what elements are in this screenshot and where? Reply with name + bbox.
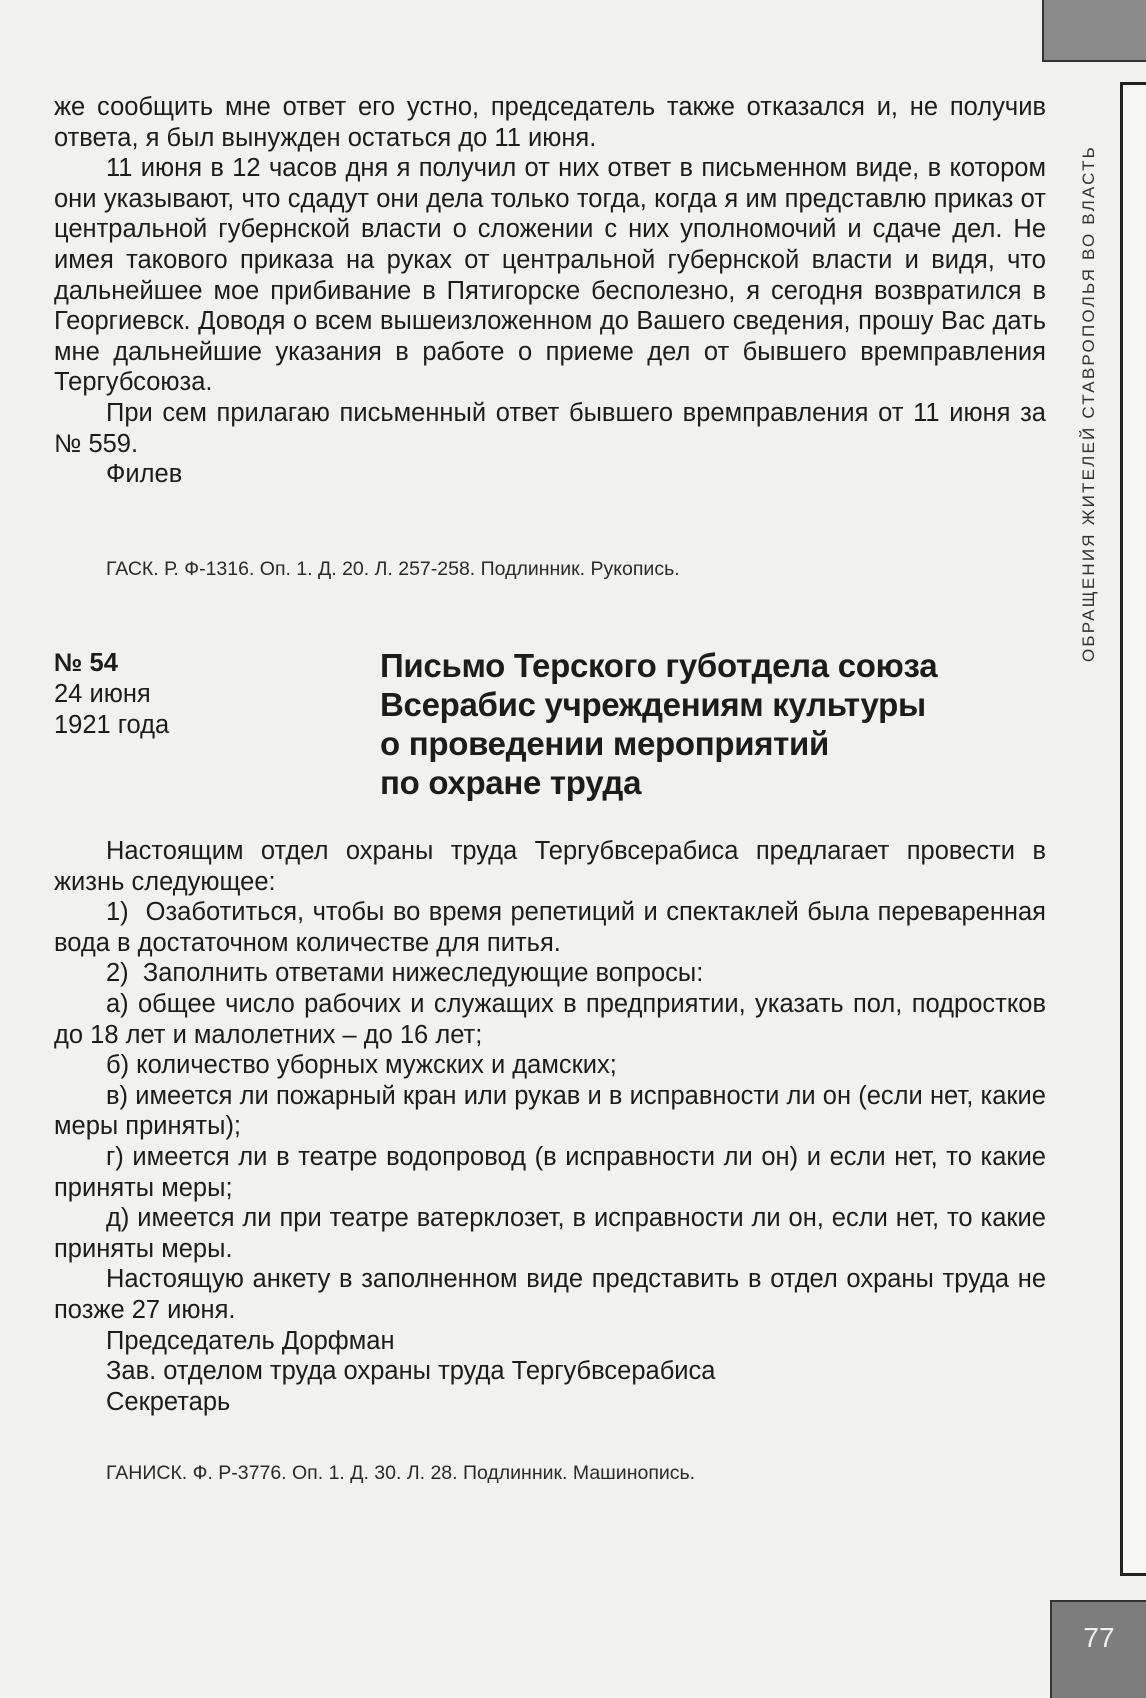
page-number-tab [1050,1600,1146,1698]
doc54-signature-2: Зав. отделом труда охраны труда Тергубвсерабиса [106,1357,716,1386]
doc53-source: ГАСК. Р. Ф-1316. Оп. 1. Д. 20. Л. 257-258. Подлинник. Рукопись. [106,558,680,580]
doc54-source: ГАНИСК. Ф. Р-3776. Оп. 1. Д. 30. Л. 28. Подлинник. Машинопись. [106,1462,696,1484]
running-head-text: ОБРАЩЕНИЯ ЖИТЕЛЕЙ СТАВРОПОЛЬЯ ВО ВЛАСТЬ [1079,144,1098,662]
top-corner-tab [1042,0,1146,62]
doc54-title-line-4: по охране труда [380,764,642,801]
doc54-text [54,836,1046,1417]
doc54-question-b: б) количество уборных мужских и дамских; [106,1051,617,1080]
doc54-question-d: д) имеется ли при театре ватерклозет, в исправности ли он, если нет, то какие приняты меры. [54,1204,1046,1263]
doc54-question-v: в) имеется ли пожарный кран или рукав и в исправности ли он (если нет, какие меры приняты); [54,1081,1046,1141]
doc53-paragraph-2: 11 июня в 12 часов дня я получил от них ответ в письменном виде, в котором они указывают, что сдадут они дела только тогда, когда я им представлю приказ от центральной губернской власти о сложении с них уполномочий и сдаче дел. Не имея такового приказа на руках от центральной губернской власти и видя, что дальнейшее мое прибивание в Пятигорске бесполезно, я сегодня возвратился в Георгиевск. Доводя о всем вышеизложенном до Вашего сведения, прошу Вас дать мне дальнейшие указания в работе о приеме дел от бывшего времправления Тергубсоюза. [54,154,1046,397]
side-frame [1120,82,1146,1576]
doc54-number: № 54 [54,649,118,677]
doc53-paragraph-3: При сем прилагаю письменный ответ бывшего времправления от 11 июня за № 559. [54,398,1046,458]
doc54-title-line-3: о проведении мероприятий [380,725,829,762]
doc53-text [54,92,1046,490]
doc54-date-year: 1921 года [54,711,170,739]
doc53-signature: Филев [106,460,183,489]
doc54-paragraph-final: Настоящую анкету в заполненном виде представить в отдел охраны труда не позже 27 июня. [54,1265,1046,1324]
doc53-paragraph-1: же сообщить мне ответ его устно, председатель также отказался и, не получив ответа, я был вынужден остаться до 11 июня. [54,93,1046,152]
doc54-header [54,648,169,741]
doc54-title-line-2: Всерабис учреждениям культуры [380,686,926,723]
doc54-paragraph-1: Настоящим отдел охраны труда Тергубвсерабиса предлагает провести в жизнь следующее: [54,837,1046,896]
doc54-item-1: 1) Озаботиться, чтобы во время репетиций и спектаклей была переваренная вода в достаточном количестве для питья. [54,898,1046,957]
doc54-signature-3: Секретарь [106,1387,231,1416]
doc54-signature-1: Председатель Дорфман [106,1326,395,1355]
doc54-question-a: а) общее число рабочих и служащих в предприятии, указать пол, подростков до 18 лет и малолетних – до 16 лет; [54,989,1046,1049]
page-number: 77 [1083,1622,1115,1653]
doc54-title-line-1: Письмо Терского губотдела союза [380,647,938,684]
doc54-date-day: 24 июня [54,680,151,708]
doc54-question-g: г) имеется ли в театре водопровод (в исправности ли он) и если нет, то какие приняты меры; [54,1142,1046,1202]
doc54-title [380,646,1060,802]
doc54-item-2: 2) Заполнить ответами нижеследующие вопросы: [106,959,704,988]
